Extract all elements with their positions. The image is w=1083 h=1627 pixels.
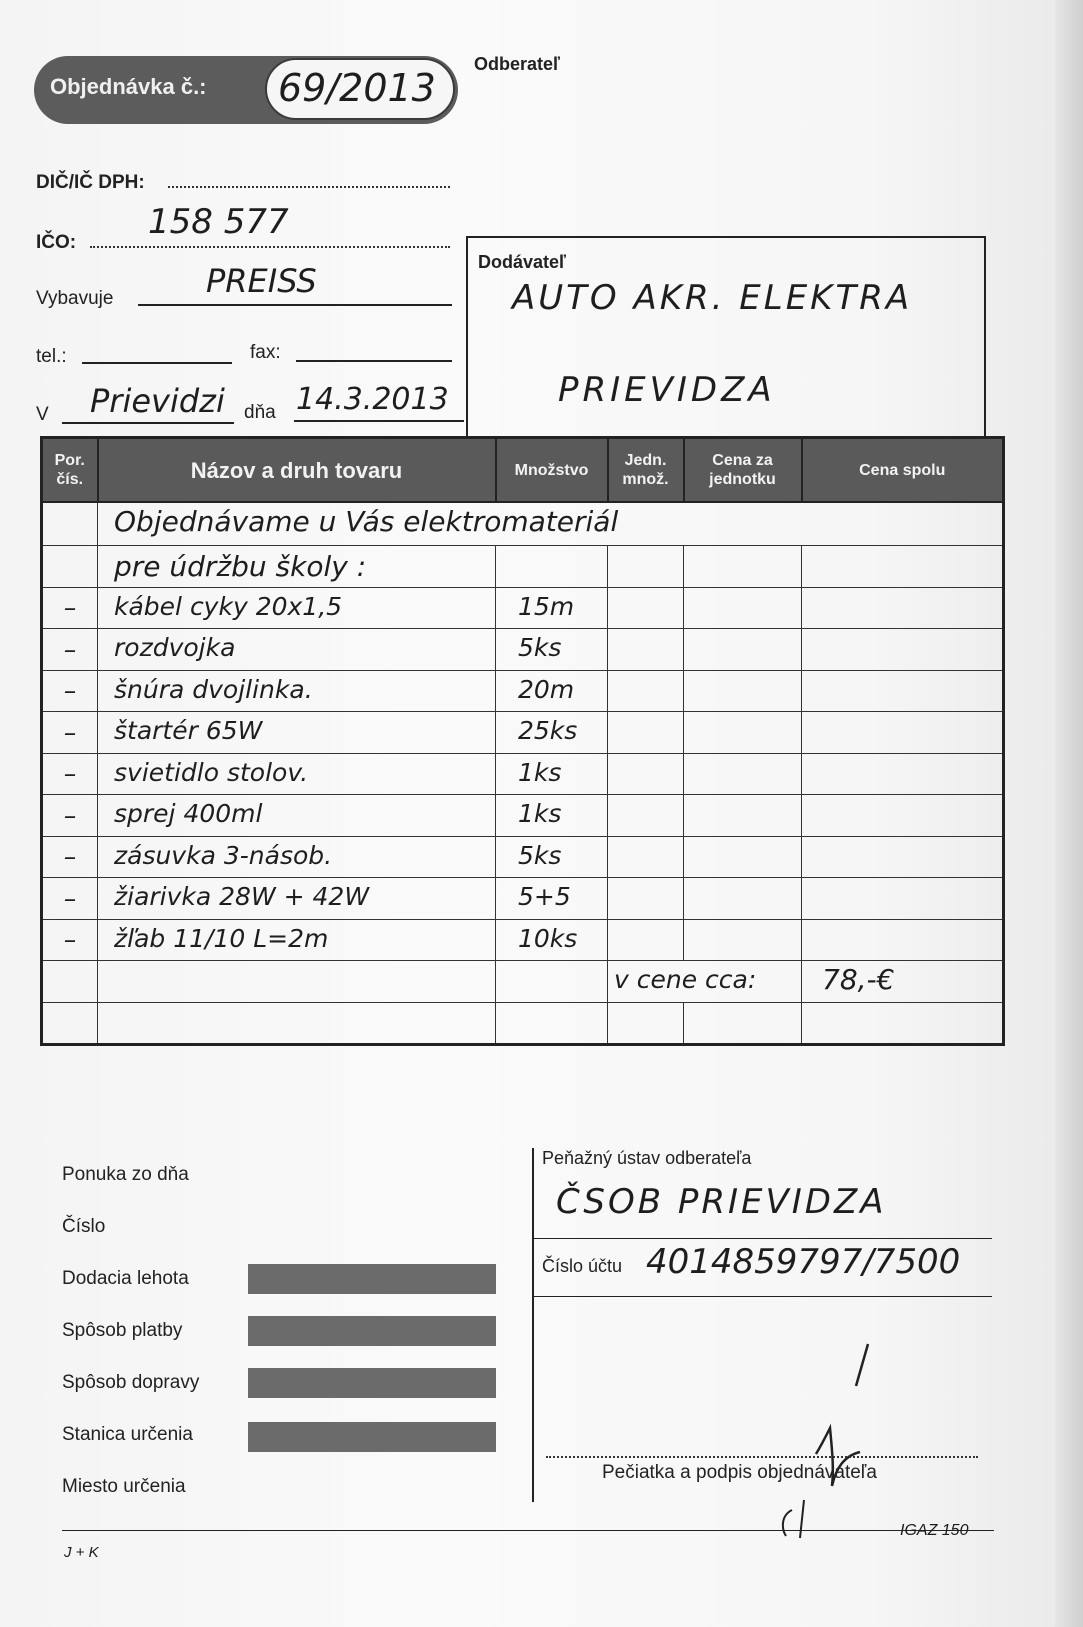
- item-quantity: 5ks: [518, 840, 562, 870]
- fax-field: [296, 360, 452, 362]
- page-edge-shadow: [1055, 0, 1083, 1627]
- total-value: 78,-€: [822, 963, 895, 996]
- item-name: štartér 65W: [114, 716, 263, 745]
- place-field: [62, 422, 234, 424]
- col-header-unit: Jedn. množ.: [608, 438, 684, 503]
- table-row: [42, 502, 1004, 546]
- item-quantity: 20m: [518, 674, 575, 704]
- place-label: V: [36, 404, 49, 425]
- offer-date-label: Ponuka zo dňa: [62, 1164, 189, 1185]
- row-number: –: [42, 712, 98, 754]
- row-number: –: [42, 878, 98, 920]
- handled-by-field: [138, 304, 452, 306]
- tel-label: tel.:: [36, 346, 67, 367]
- supplier-name: AUTO AKR. ELEKTRA: [512, 278, 913, 318]
- item-quantity: 15m: [518, 591, 575, 621]
- col-header-goods: Názov a druh tovaru: [98, 438, 496, 503]
- item-name: rozdvojka: [114, 633, 236, 662]
- ico-field: [90, 246, 450, 248]
- account-underline: [534, 1296, 992, 1297]
- date-field: [294, 420, 464, 422]
- handled-by-value: PREISS: [206, 262, 317, 300]
- intro-line-2: pre údržbu školy :: [114, 550, 367, 583]
- ico-value: 158 577: [148, 202, 289, 242]
- date-label: dňa: [244, 402, 276, 423]
- item-quantity: 25ks: [518, 716, 578, 745]
- row-number: –: [42, 836, 98, 878]
- fax-label: fax:: [250, 342, 281, 363]
- delivery-term-label: Dodacia lehota: [62, 1268, 189, 1289]
- item-name: kábel cyky 20x1,5: [114, 591, 343, 621]
- table-row: [42, 919, 1004, 961]
- item-name: sprej 400ml: [114, 799, 263, 828]
- supplier-city: PRIEVIDZA: [558, 370, 776, 410]
- order-number-value: 69/2013: [278, 66, 436, 110]
- table-row: [42, 629, 1004, 671]
- table-row: [42, 670, 1004, 712]
- table-row: [42, 836, 1004, 878]
- item-quantity: 10ks: [518, 923, 578, 953]
- bottom-rule: [62, 1530, 994, 1531]
- item-quantity: 5+5: [518, 882, 571, 911]
- dic-field: [168, 186, 450, 188]
- total-note: v cene cca:: [614, 965, 757, 994]
- item-quantity: 1ks: [518, 799, 562, 828]
- item-name: svietidlo stolov.: [114, 757, 309, 787]
- account-value: 4014859797/7500: [646, 1242, 961, 1282]
- item-quantity: 5ks: [518, 633, 562, 662]
- signature-line: [546, 1456, 978, 1458]
- col-header-unit-price: Cena za jednotku: [684, 438, 802, 503]
- bank-label: Peňažný ústav odberateľa: [542, 1148, 752, 1168]
- row-number: –: [42, 629, 98, 671]
- item-name: zásuvka 3-násob.: [114, 840, 333, 870]
- item-name: žiarivka 28W + 42W: [114, 882, 370, 911]
- station-label: Stanica určenia: [62, 1424, 193, 1445]
- intro-line-1: Objednávame u Vás elektromateriál: [114, 505, 619, 538]
- customer-label: Odberateľ: [474, 54, 560, 74]
- delivery-term-bar: [248, 1264, 496, 1294]
- handled-by-label: Vybavuje: [36, 288, 114, 309]
- table-row: [42, 1002, 1004, 1045]
- item-quantity: 1ks: [518, 757, 562, 787]
- row-number: –: [42, 670, 98, 712]
- payment-method-bar: [248, 1316, 496, 1346]
- table-row: [42, 712, 1004, 754]
- table-row: [42, 961, 1004, 1003]
- signature-mark: [760, 1340, 900, 1540]
- table-row: [42, 795, 1004, 837]
- table-row: [42, 753, 1004, 795]
- stamp-label: Pečiatka a podpis objednávateľa: [602, 1462, 877, 1483]
- footer-divider: [532, 1148, 534, 1502]
- tel-field: [82, 362, 232, 364]
- order-number-label: Objednávka č.:: [50, 74, 207, 99]
- items-table: [40, 436, 1005, 1046]
- date-value: 14.3.2013: [296, 382, 449, 417]
- station-bar: [248, 1422, 496, 1452]
- row-number: –: [42, 587, 98, 629]
- row-number: –: [42, 919, 98, 961]
- form-code: IGAZ 150: [900, 1522, 969, 1539]
- payment-method-label: Spôsob platby: [62, 1320, 183, 1341]
- dic-label: DIČ/IČ DPH:: [36, 172, 145, 193]
- item-name: žľab 11/10 L=2m: [114, 923, 329, 953]
- place-value: Prievidzi: [90, 382, 225, 420]
- table-row: [42, 546, 1004, 588]
- table-row: [42, 587, 1004, 629]
- col-header-number: Por. čís.: [42, 438, 98, 503]
- bank-underline: [534, 1238, 992, 1239]
- transport-label: Spôsob dopravy: [62, 1372, 200, 1393]
- bank-value: ČSOB PRIEVIDZA: [556, 1182, 887, 1222]
- ico-label: IČO:: [36, 232, 77, 253]
- col-header-total-price: Cena spolu: [802, 438, 1004, 503]
- row-number: –: [42, 795, 98, 837]
- row-number: –: [42, 753, 98, 795]
- supplier-label: Dodávateľ: [478, 252, 566, 272]
- destination-label: Miesto určenia: [62, 1476, 186, 1497]
- item-name: šnúra dvojlinka.: [114, 674, 313, 704]
- table-header-row: [42, 438, 1004, 503]
- number-label: Číslo: [62, 1216, 106, 1237]
- transport-bar: [248, 1368, 496, 1398]
- col-header-quantity: Množstvo: [496, 438, 608, 503]
- publisher-mark: J + K: [64, 1544, 99, 1561]
- account-label: Číslo účtu: [542, 1256, 623, 1276]
- table-row: [42, 878, 1004, 920]
